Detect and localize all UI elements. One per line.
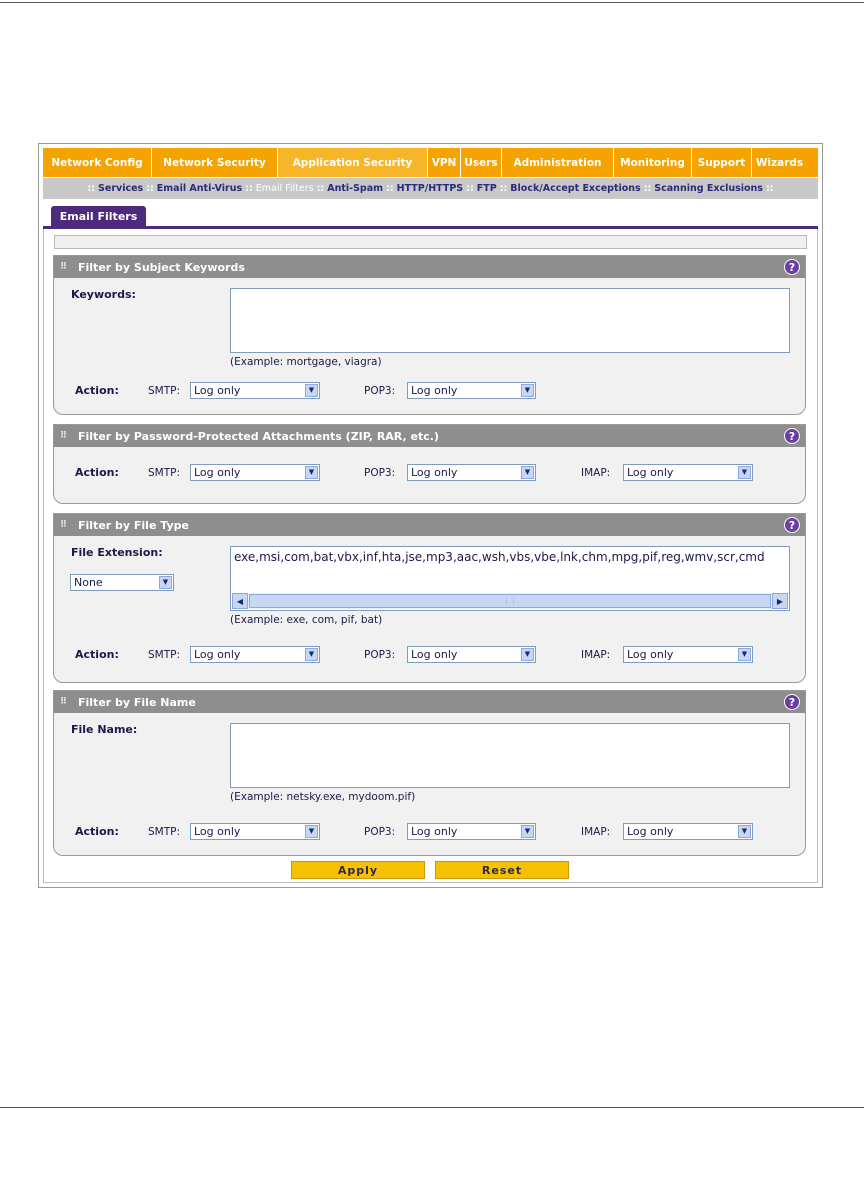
nav-network-config[interactable]: Network Config: [43, 148, 152, 177]
subnav-email-anti-virus[interactable]: Email Anti-Virus: [156, 183, 243, 194]
message-bar: [54, 235, 807, 249]
chevron-down-icon: ▼: [159, 576, 172, 589]
section-title: Filter by File Type: [78, 518, 189, 532]
smtp-label: SMTP:: [148, 467, 181, 479]
horizontal-scrollbar[interactable]: [232, 593, 788, 609]
select-value: Log only: [627, 648, 674, 661]
smtp-label: SMTP:: [148, 649, 181, 661]
file-name-textarea[interactable]: [230, 723, 790, 788]
sub-nav-separator: ::: [466, 183, 474, 194]
select-value: Log only: [194, 825, 241, 838]
file-name-label: File Name:: [71, 723, 138, 736]
filetype-pop3-select[interactable]: [407, 646, 536, 663]
chevron-down-icon: ▼: [738, 466, 751, 479]
nav-application-security[interactable]: Application Security: [278, 148, 428, 177]
nav-wizards[interactable]: Wizards: [755, 156, 804, 169]
file-extension-textarea[interactable]: [230, 546, 790, 611]
filename-imap-select[interactable]: [623, 823, 753, 840]
nav-vpn[interactable]: VPN: [428, 148, 461, 177]
filename-smtp-select[interactable]: [190, 823, 320, 840]
subnav-services[interactable]: Services: [98, 183, 144, 194]
sub-nav-separator: ::: [765, 183, 774, 194]
select-value: Log only: [411, 384, 458, 397]
sub-nav-separator: ::: [499, 183, 508, 194]
file-name-example: (Example: netsky.exe, mydoom.pif): [230, 791, 416, 803]
chevron-down-icon: ▼: [305, 466, 318, 479]
sub-nav: [43, 178, 818, 199]
pop3-label: POP3:: [364, 649, 396, 661]
pop3-label: POP3:: [364, 826, 396, 838]
scroll-thumb[interactable]: ⋮⋮: [249, 594, 771, 608]
password-smtp-select[interactable]: [190, 464, 320, 481]
nav-support[interactable]: Support: [692, 148, 752, 177]
chevron-down-icon: ▼: [521, 648, 534, 661]
chevron-down-icon: ▼: [738, 648, 751, 661]
page-top-rule: [0, 2, 864, 3]
section-header: [54, 425, 805, 447]
router-ui-window: [38, 143, 823, 888]
action-label: Action:: [75, 466, 119, 479]
section-title: Filter by File Name: [78, 695, 196, 709]
select-value: Log only: [411, 648, 458, 661]
filetype-smtp-select[interactable]: [190, 646, 320, 663]
help-icon[interactable]: ?: [784, 517, 800, 533]
filename-pop3-select[interactable]: [407, 823, 536, 840]
filetype-imap-select[interactable]: [623, 646, 753, 663]
chevron-down-icon: ▼: [521, 384, 534, 397]
action-label: Action:: [75, 825, 119, 838]
section-file-type: [53, 513, 806, 683]
smtp-label: SMTP:: [148, 826, 181, 838]
file-extension-preset-select[interactable]: [70, 574, 174, 591]
subnav-scanning-exclusions[interactable]: Scanning Exclusions: [654, 183, 763, 194]
select-value: Log only: [627, 825, 674, 838]
smtp-label: SMTP:: [148, 385, 181, 397]
sub-nav-separator: ::: [386, 183, 394, 194]
nav-administration[interactable]: Administration: [502, 148, 614, 177]
subject-pop3-select[interactable]: [407, 382, 536, 399]
select-value: Log only: [411, 825, 458, 838]
action-label: Action:: [75, 648, 119, 661]
password-imap-select[interactable]: [623, 464, 753, 481]
scroll-left-icon[interactable]: ◀: [232, 593, 248, 609]
chevron-down-icon: ▼: [521, 466, 534, 479]
grip-icon: ⠿: [60, 262, 67, 272]
help-icon[interactable]: ?: [784, 694, 800, 710]
subject-smtp-select[interactable]: [190, 382, 320, 399]
section-password-protected: [53, 424, 806, 504]
grip-icon: ⠿: [60, 697, 67, 707]
imap-label: IMAP:: [581, 467, 611, 479]
password-pop3-select[interactable]: [407, 464, 536, 481]
grip-icon: ⠿: [60, 520, 67, 530]
section-title: Filter by Password-Protected Attachments (ZIP, RAR, etc.): [78, 429, 439, 443]
nav-users[interactable]: Users: [461, 148, 502, 177]
select-value: None: [74, 576, 103, 589]
sub-nav-separator: ::: [316, 183, 325, 194]
scroll-right-icon[interactable]: ▶: [772, 593, 788, 609]
action-label: Action:: [75, 384, 119, 397]
subnav-block-accept-exceptions[interactable]: Block/Accept Exceptions: [510, 183, 641, 194]
subnav-email-filters[interactable]: Email Filters: [255, 183, 314, 194]
select-value: Log only: [194, 384, 241, 397]
imap-label: IMAP:: [581, 826, 611, 838]
subnav-ftp[interactable]: FTP: [476, 183, 497, 194]
pop3-label: POP3:: [364, 385, 396, 397]
section-header: [54, 691, 805, 713]
keywords-label: Keywords:: [71, 288, 136, 301]
reset-button[interactable]: Reset: [435, 861, 569, 879]
grip-icon: ⠿: [60, 431, 67, 441]
section-file-name: [53, 690, 806, 856]
subnav-http-https[interactable]: HTTP/HTTPS: [396, 183, 464, 194]
section-header: [54, 514, 805, 536]
imap-label: IMAP:: [581, 649, 611, 661]
keywords-example: (Example: mortgage, viagra): [230, 356, 382, 368]
nav-monitoring[interactable]: Monitoring: [614, 148, 692, 177]
help-icon[interactable]: ?: [784, 259, 800, 275]
pop3-label: POP3:: [364, 467, 396, 479]
chevron-down-icon: ▼: [738, 825, 751, 838]
select-value: Log only: [194, 466, 241, 479]
top-nav: [43, 148, 818, 177]
chevron-down-icon: ▼: [305, 648, 318, 661]
chevron-down-icon: ▼: [521, 825, 534, 838]
nav-network-security[interactable]: Network Security: [152, 148, 278, 177]
apply-button[interactable]: Apply: [291, 861, 425, 879]
subnav-anti-spam[interactable]: Anti-Spam: [327, 183, 384, 194]
keywords-textarea[interactable]: [230, 288, 790, 353]
sub-nav-separator: ::: [643, 183, 652, 194]
file-extension-example: (Example: exe, com, pif, bat): [230, 614, 383, 626]
select-value: Log only: [194, 648, 241, 661]
section-title: Filter by Subject Keywords: [78, 260, 245, 274]
file-extension-label: File Extension:: [71, 546, 163, 559]
sub-nav-separator: ::: [146, 183, 154, 194]
select-value: Log only: [411, 466, 458, 479]
section-header: [54, 256, 805, 278]
file-extension-value: exe,msi,com,bat,vbx,inf,hta,jse,mp3,aac,wsh,vbs,vbe,lnk,chm,mpg,pif,reg,wmv,scr,cmd: [234, 550, 765, 564]
sub-nav-separator: ::: [87, 183, 96, 194]
chevron-down-icon: ▼: [305, 825, 318, 838]
page-bottom-rule: [0, 1107, 864, 1108]
sub-nav-separator: ::: [245, 183, 253, 194]
help-icon[interactable]: ?: [784, 428, 800, 444]
tab-email-filters[interactable]: Email Filters: [51, 206, 146, 226]
section-subject-keywords: [53, 255, 806, 415]
chevron-down-icon: ▼: [305, 384, 318, 397]
select-value: Log only: [627, 466, 674, 479]
